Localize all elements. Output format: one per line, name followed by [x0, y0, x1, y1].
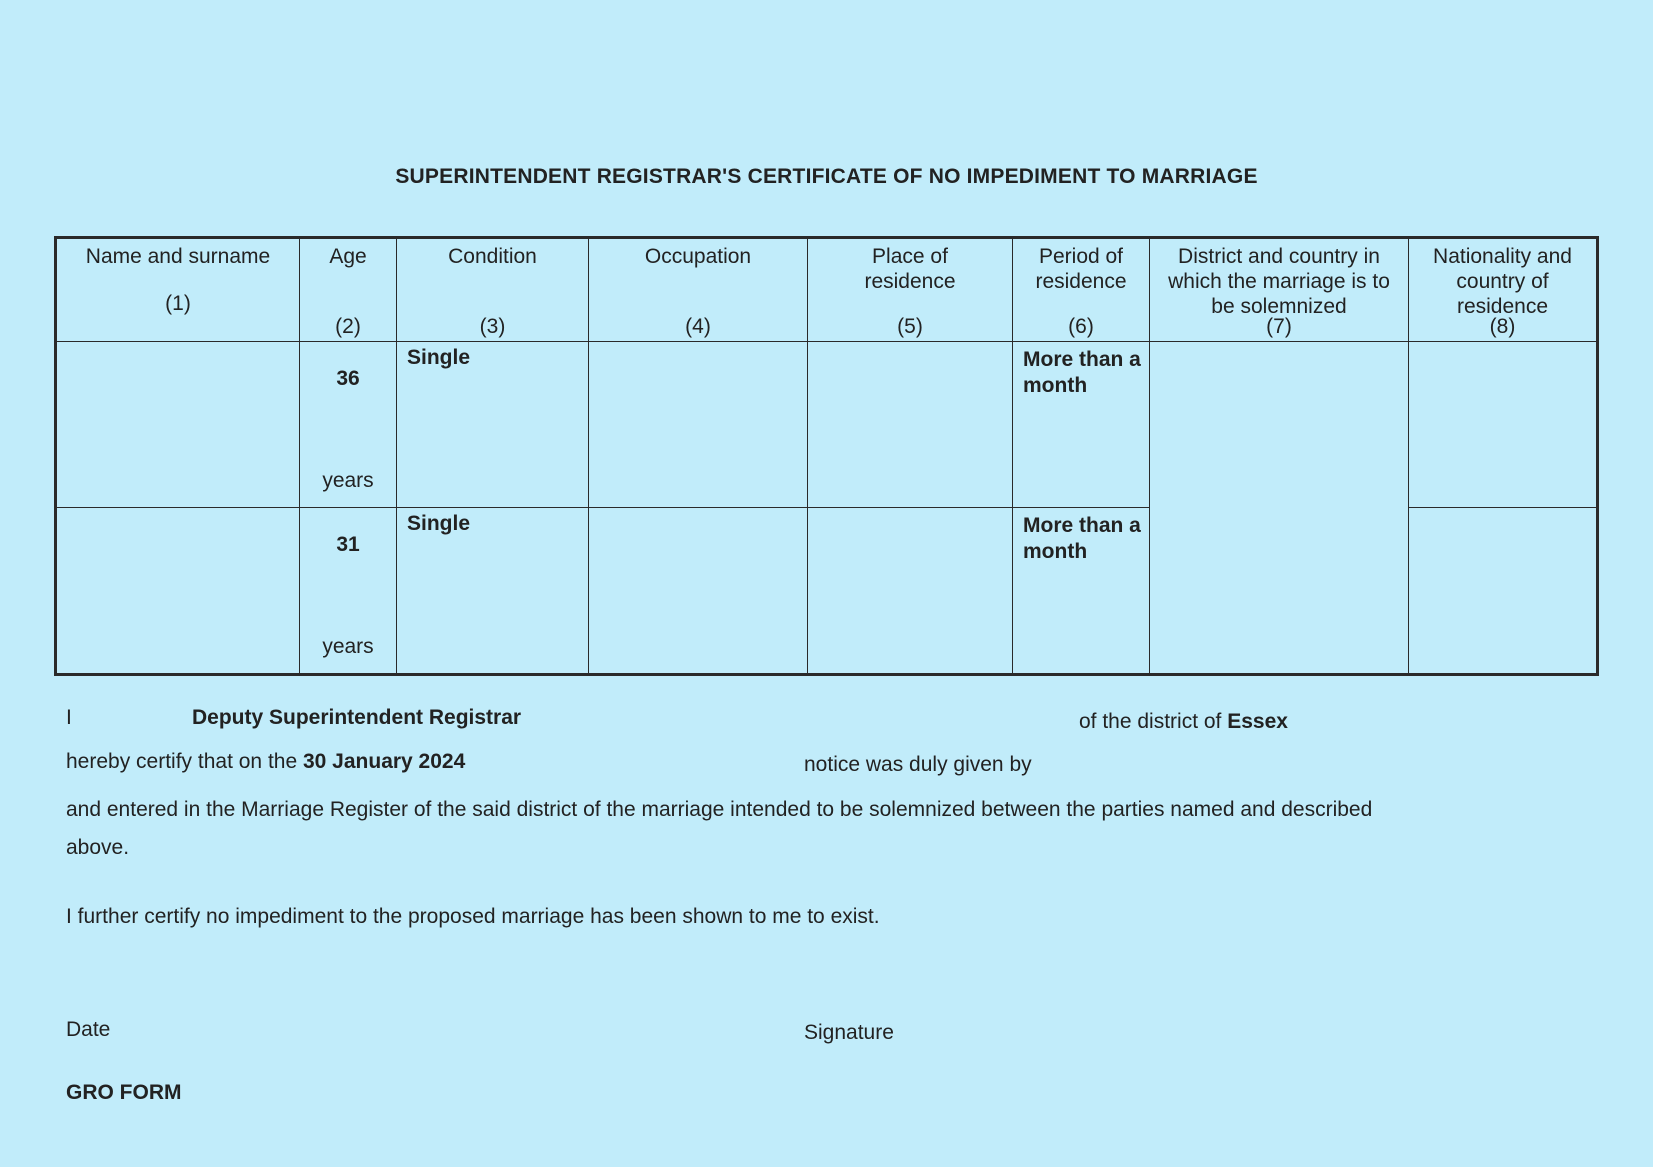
column-label: Place of residence: [864, 245, 956, 293]
table-header-row: [56, 238, 1598, 342]
certify-line: [66, 750, 465, 774]
district-prefix: of the district of: [1079, 710, 1222, 733]
date-label: Date: [66, 1018, 111, 1041]
column-header-period-of-residence: [1013, 238, 1150, 342]
district-cell: [1150, 342, 1409, 675]
age-unit: years: [322, 634, 374, 658]
district-value: Essex: [1227, 710, 1288, 733]
column-number: (3): [479, 315, 506, 338]
column-label: Occupation: [644, 245, 752, 268]
period-value: More than a month: [1023, 348, 1141, 397]
name-cell: [56, 507, 300, 674]
i-label: I: [66, 706, 72, 729]
column-header-nationality: [1409, 238, 1598, 342]
column-number: (4): [685, 315, 711, 338]
column-label: Name and surname: [85, 245, 271, 268]
column-number: (7): [1266, 315, 1292, 338]
table-row: [56, 342, 1598, 508]
column-header-condition: [397, 238, 589, 342]
occupation-cell: [589, 342, 808, 508]
column-header-place-of-residence: [808, 238, 1013, 342]
certify-prefix: hereby certify that on the: [66, 750, 298, 773]
column-label: District and country in which the marriage is to be solemnized: [1168, 245, 1390, 318]
column-header-occupation: [589, 238, 808, 342]
age-unit: years: [322, 469, 374, 492]
column-number: (6): [1068, 315, 1094, 338]
above-text: above.: [66, 836, 130, 859]
column-number: (1): [165, 292, 191, 315]
name-cell: [56, 342, 300, 508]
notice-text: notice was duly given by: [804, 753, 1032, 776]
column-header-district-and-country: [1150, 238, 1409, 342]
form-name: GRO FORM: [66, 1081, 182, 1104]
column-header-name: [56, 238, 300, 342]
column-number: (2): [335, 315, 361, 338]
condition-cell: [397, 507, 589, 674]
district-line: [1079, 710, 1288, 734]
place-of-residence-cell: [808, 507, 1013, 674]
column-header-age: [300, 238, 397, 342]
entered-text: and entered in the Marriage Register of the said district of the marriage intended to be solemnized between the parties named and described: [66, 798, 1373, 821]
place-of-residence-cell: [808, 342, 1013, 508]
period-value: More than a month: [1023, 513, 1141, 563]
column-number: (8): [1489, 315, 1516, 338]
condition-value: Single: [407, 511, 471, 535]
age-value: 31: [336, 532, 360, 556]
condition-cell: [397, 342, 589, 508]
column-number: (5): [897, 315, 923, 338]
age-cell: [300, 507, 397, 674]
condition-value: Single: [407, 346, 471, 369]
notice-date: 30 January 2024: [302, 750, 466, 773]
period-of-residence-cell: [1013, 507, 1150, 674]
registrar-title: Deputy Superintendent Registrar: [192, 706, 522, 729]
marriage-details-table: [54, 236, 1599, 676]
column-label: Nationality and country of residence: [1433, 245, 1572, 318]
age-cell: [300, 342, 397, 508]
further-certify-text: I further certify no impediment to the proposed marriage has been shown to me to exist.: [66, 905, 880, 928]
column-label: Period of residence: [1035, 245, 1127, 293]
nationality-cell: [1409, 342, 1598, 508]
occupation-cell: [589, 507, 808, 674]
column-label: Age: [329, 245, 367, 268]
period-of-residence-cell: [1013, 342, 1150, 508]
signature-label: Signature: [804, 1021, 894, 1044]
column-label: Condition: [448, 245, 537, 268]
nationality-cell: [1409, 507, 1598, 674]
age-value: 36: [336, 367, 360, 390]
certificate-title: SUPERINTENDENT REGISTRAR'S CERTIFICATE OF NO IMPEDIMENT TO MARRIAGE: [395, 165, 1258, 188]
